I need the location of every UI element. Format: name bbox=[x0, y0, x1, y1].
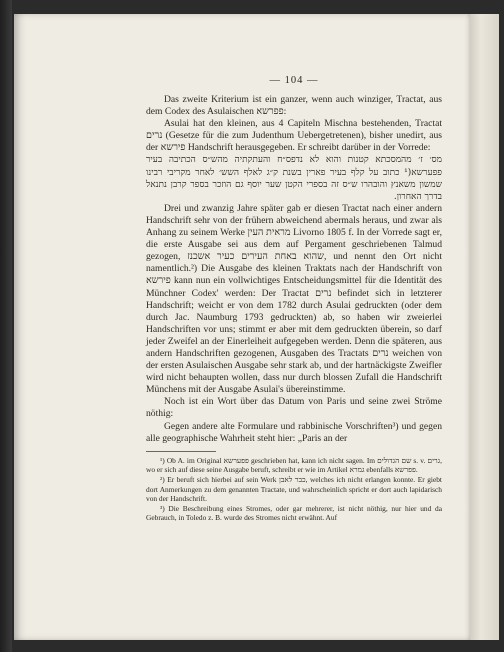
paragraph-asulai: Asulai hat den kleinen, aus 4 Capiteln Mischna bestehenden, Tractat נרים (Gesetze für die zum Judenthum Uebergetretenen), bisher unedirt, aus der פירשא Handschrift herausgegeben. Er schreibt darüber in der Vorrede: bbox=[146, 118, 442, 154]
book-spine-shadow bbox=[0, 0, 12, 652]
page-number: — 104 — bbox=[269, 75, 319, 86]
footnotes bbox=[146, 456, 442, 523]
hebrew-quote: מס׳ ז׳ מהמסכתא קטנות והוא לא נדפס״ח והעתקתיה מהש״ס הכתיבה בעיר פפערשא(¹ כתוב על קלף בעיר פארין בשנת ק״ג לאלף השש׳ לאחר מקריבי רבינו שמשון משאנץ והובהרו ש״ס זה בספרי הקטן שער יוסף גם הוזכר בספר קרבן נתנאל בדרך האחרון. bbox=[146, 155, 442, 202]
paragraph-second-edition: Drei und zwanzig Jahre später gab er diesen Tractat nach einer andern Handschrift sehr von der frühern abweichend abermals heraus, und zwar als Anhang zu seinem Werke מראית העין Livorno 1805 f. In der Vorrede sagt er, die erste Ausgabe sei aus dem auf Pergament geschriebenen Talmud gezogen, שהוא באחת העירים כעיר אשכנז, und nennt den Ort nicht namentlich.²) Die Ausgabe des kleinen Traktats nach der Handschrift von פירשא kann nun ein vollwichtiges Entscheidungsmittel für die Identität des Münchner Codex' werden: Der Tractat נרים befindet sich in letzterer Handschrift; weicht er von dem 1782 durch Asulai gedruckten (oder dem durch Jac. Naumburg 1793 gedruckten) ab, so haben wir zweierlei Handschriften vor uns; stimmt er aber mit dem gedruckten überein, so darf jeder Zweifel an der Einerleiheit aufgegeben werden. Denn die späteren, aus andern Handschriften gezogenen, Ausgaben des Tractats נרים weichen von der ersten Asulaischen Ausgabe sehr stark ab, und der hartnäckigste Zweifler wird nicht behaupten wollen, dass nur durch blossen Zufall die Handschrift Münchens mit der Ausgabe Asulai's übereinstimme. bbox=[146, 202, 442, 396]
footnote-divider bbox=[146, 451, 216, 452]
footnote-2: ²) Er beruft sich hierbei auf sein Werk כבר לאבן, welches ich nicht erlangen konnte. Er giebt dort Anmerkungen zu dem genannten Tractate, und wahrscheinlich spricht er dort auch lapidarisch von der Handschrift. bbox=[146, 474, 442, 504]
paragraph-criterion: Das zweite Kriterium ist ein ganzer, wenn auch winziger, Tractat, aus dem Codex des Asulaischen פפרשא: bbox=[146, 94, 442, 118]
adjacent-page-edge bbox=[468, 14, 499, 640]
footnote-3: ³) Die Beschreibung eines Stromes, oder gar mehrerer, ist nicht nöthig, nur hier und da Gebrauch, in Toledo z. B. wurde des Stromes nicht erwähnt. Auf bbox=[146, 503, 442, 523]
paragraph-formulare: Gegen andere alte Formulare und rabbinische Vorschriften³) und gegen alle geographische Wahrheit steht hier: „Paris an der bbox=[146, 420, 442, 444]
footnote-1: ¹) Ob A. im Original פפערשא geschrieben hat, kann ich nicht sagen. Im שם הגדולים s. v. גרים, wo er sich auf diese seine Ausgabe beruft, schreibt er wie im Artikel גמרא ebenfalls פפרשא. bbox=[146, 455, 442, 475]
book-page bbox=[14, 14, 470, 640]
body-text bbox=[146, 94, 442, 445]
page-text-block bbox=[146, 74, 442, 523]
paragraph-paris-date: Noch ist ein Wort über das Datum von Paris und seine zwei Ströme nöthig: bbox=[146, 396, 442, 420]
